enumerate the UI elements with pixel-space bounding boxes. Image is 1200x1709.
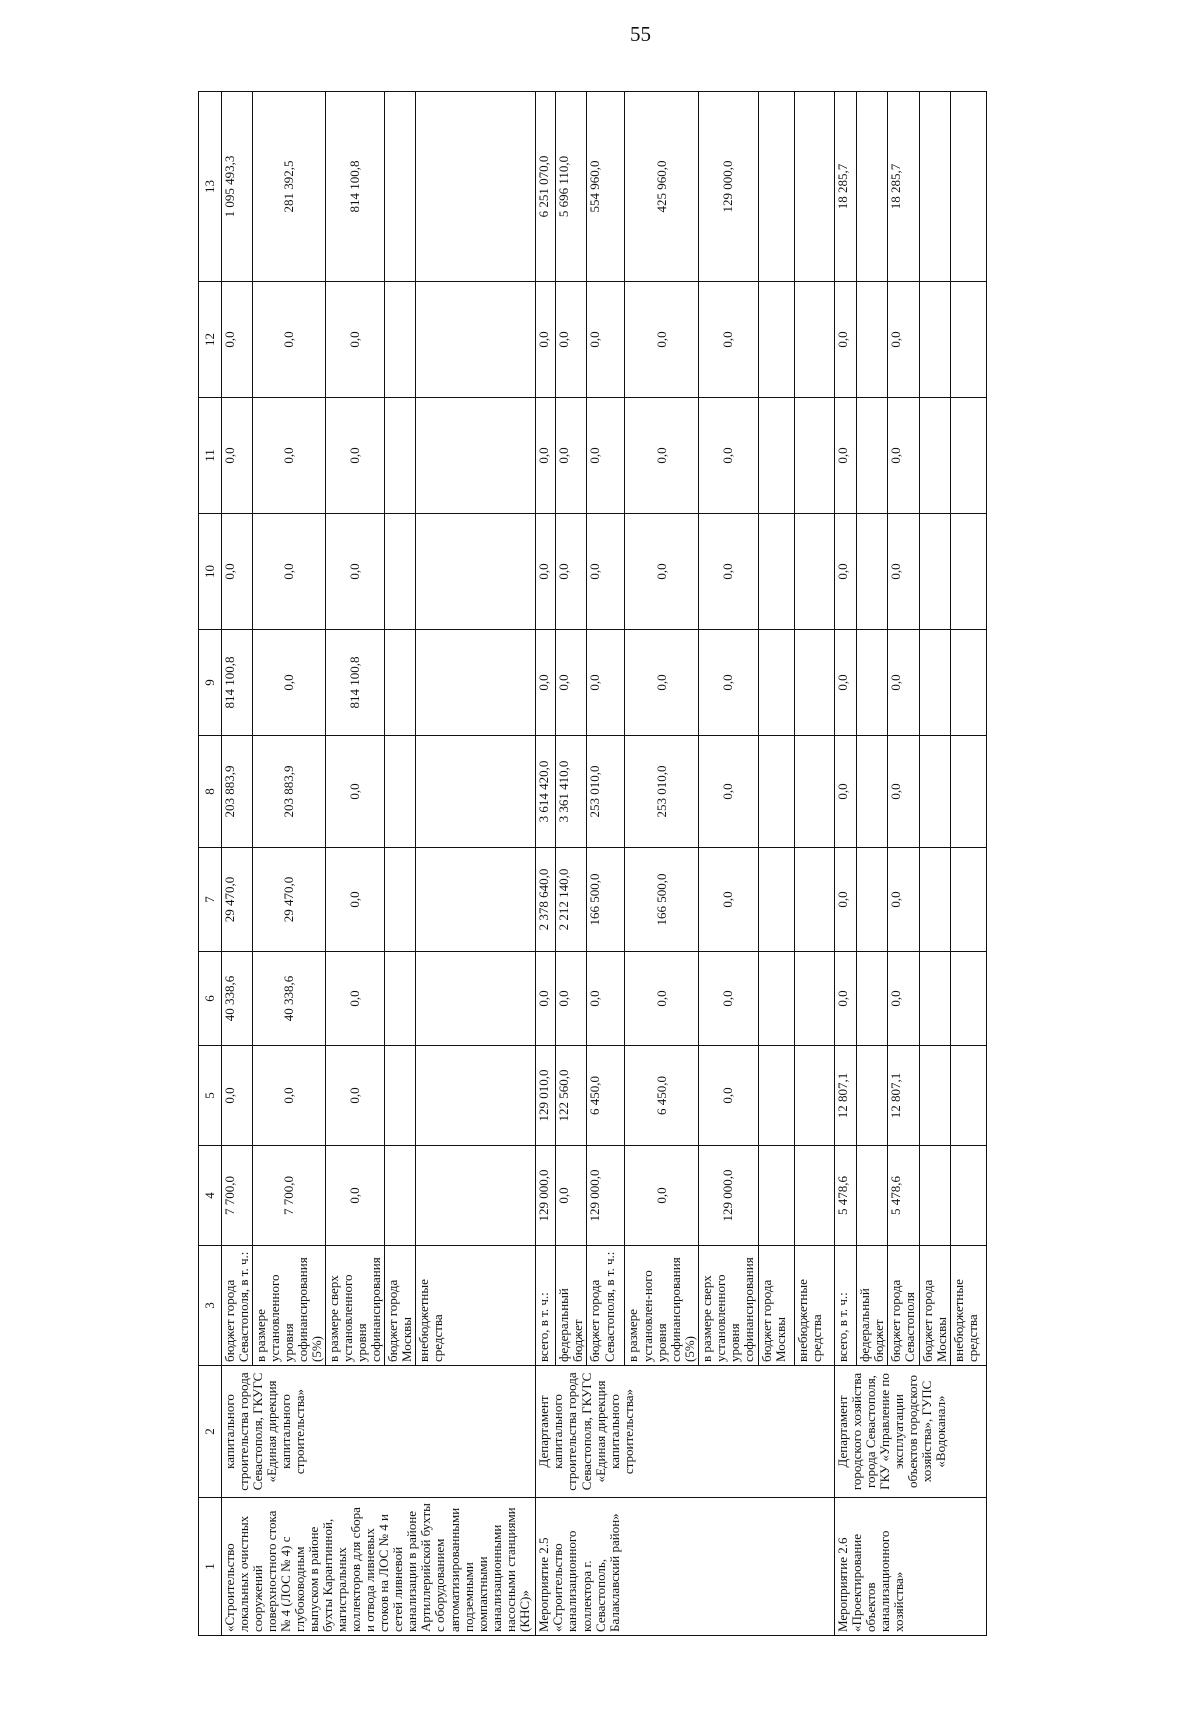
value-cell: 0,0 xyxy=(556,630,587,736)
value-cell: 0,0 xyxy=(625,630,698,736)
source-label-cell: в размере сверх установленного уровня софинансирования xyxy=(698,1246,758,1366)
value-cell: 1 095 493,3 xyxy=(222,92,253,282)
value-cell xyxy=(856,848,887,952)
source-label-cell: бюджет города Севастополя, в т. ч.: xyxy=(222,1246,253,1366)
value-cell: 40 338,6 xyxy=(253,952,326,1046)
value-cell xyxy=(794,514,834,630)
value-cell xyxy=(856,630,887,736)
value-cell: 0,0 xyxy=(834,398,856,514)
header-row xyxy=(199,92,222,1636)
table-row xyxy=(222,92,253,1636)
value-cell: 281 392,5 xyxy=(253,92,326,282)
value-cell xyxy=(416,1046,536,1146)
value-cell: 0,0 xyxy=(536,282,556,398)
value-cell: 0,0 xyxy=(834,514,856,630)
value-cell xyxy=(758,1146,794,1246)
value-cell: 203 883,9 xyxy=(253,736,326,848)
value-cell xyxy=(758,952,794,1046)
value-cell: 0,0 xyxy=(587,630,625,736)
value-cell: 0,0 xyxy=(556,952,587,1046)
value-cell: 253 010,0 xyxy=(587,736,625,848)
value-cell: 40 338,6 xyxy=(222,952,253,1046)
value-cell xyxy=(950,736,986,848)
value-cell: 6 450,0 xyxy=(587,1046,625,1146)
value-cell xyxy=(385,398,416,514)
value-cell: 129 000,0 xyxy=(536,1146,556,1246)
value-cell: 0,0 xyxy=(587,282,625,398)
value-cell: 0,0 xyxy=(625,398,698,514)
value-cell: 425 960,0 xyxy=(625,92,698,282)
measure-name-cell: Мероприятие 2.5 «Строительство канализационного коллектора г. Севастополь, Балаклавский район» xyxy=(536,1498,834,1636)
value-cell xyxy=(416,92,536,282)
value-cell: 0,0 xyxy=(887,630,919,736)
value-cell: 0,0 xyxy=(834,952,856,1046)
value-cell: 7 700,0 xyxy=(253,1146,326,1246)
value-cell: 2 212 140,0 xyxy=(556,848,587,952)
header-cell: 8 xyxy=(199,736,222,848)
value-cell: 0,0 xyxy=(556,1146,587,1246)
source-label-cell: бюджет города Москвы xyxy=(758,1246,794,1366)
value-cell xyxy=(794,398,834,514)
value-cell xyxy=(950,952,986,1046)
header-cell: 5 xyxy=(199,1046,222,1146)
value-cell xyxy=(794,92,834,282)
value-cell xyxy=(919,1046,950,1146)
value-cell: 129 000,0 xyxy=(587,1146,625,1246)
value-cell: 0,0 xyxy=(326,736,385,848)
value-cell: 0,0 xyxy=(887,952,919,1046)
source-label-cell: внебюджетные средства xyxy=(950,1246,986,1366)
value-cell: 0,0 xyxy=(834,282,856,398)
header-cell: 7 xyxy=(199,848,222,952)
table-row xyxy=(834,92,856,1636)
value-cell xyxy=(385,736,416,848)
value-cell: 0,0 xyxy=(587,952,625,1046)
value-cell xyxy=(385,514,416,630)
value-cell: 0,0 xyxy=(536,514,556,630)
value-cell: 0,0 xyxy=(698,848,758,952)
value-cell xyxy=(794,848,834,952)
value-cell: 0,0 xyxy=(253,630,326,736)
value-cell: 0,0 xyxy=(887,514,919,630)
value-cell: 554 960,0 xyxy=(587,92,625,282)
value-cell xyxy=(794,630,834,736)
executor-cell: Департамент капитального строительства города Севастополя, ГКУГС «Единая дирекция капитального строительства» xyxy=(536,1366,834,1498)
value-cell: 0,0 xyxy=(698,514,758,630)
value-cell xyxy=(758,1046,794,1146)
source-label-cell: всего, в т. ч.: xyxy=(834,1246,856,1366)
table-row xyxy=(536,92,556,1636)
value-cell: 0,0 xyxy=(536,398,556,514)
value-cell xyxy=(794,736,834,848)
value-cell: 0,0 xyxy=(326,398,385,514)
value-cell xyxy=(919,514,950,630)
value-cell: 0,0 xyxy=(698,630,758,736)
value-cell xyxy=(919,736,950,848)
value-cell: 0,0 xyxy=(887,398,919,514)
value-cell: 5 696 110,0 xyxy=(556,92,587,282)
value-cell xyxy=(919,630,950,736)
value-cell xyxy=(919,952,950,1046)
value-cell: 0,0 xyxy=(556,514,587,630)
value-cell: 0,0 xyxy=(698,398,758,514)
header-cell: 3 xyxy=(199,1246,222,1366)
value-cell xyxy=(758,736,794,848)
header-cell: 6 xyxy=(199,952,222,1046)
value-cell xyxy=(856,1146,887,1246)
value-cell xyxy=(950,630,986,736)
value-cell: 0,0 xyxy=(536,630,556,736)
value-cell: 0,0 xyxy=(222,514,253,630)
value-cell: 166 500,0 xyxy=(587,848,625,952)
value-cell xyxy=(758,630,794,736)
value-cell: 0,0 xyxy=(556,398,587,514)
source-label-cell: федеральный бюджет xyxy=(856,1246,887,1366)
value-cell xyxy=(758,514,794,630)
value-cell: 0,0 xyxy=(556,282,587,398)
value-cell xyxy=(950,1046,986,1146)
source-label-cell: в размере установлен-ного уровня софинансирования (5%) xyxy=(625,1246,698,1366)
value-cell: 0,0 xyxy=(698,952,758,1046)
value-cell xyxy=(794,1146,834,1246)
value-cell xyxy=(856,1046,887,1146)
value-cell xyxy=(794,952,834,1046)
page-number: 55 xyxy=(630,22,651,46)
value-cell: 0,0 xyxy=(253,514,326,630)
header-cell: 4 xyxy=(199,1146,222,1246)
value-cell: 29 470,0 xyxy=(253,848,326,952)
value-cell: 0,0 xyxy=(587,514,625,630)
value-cell: 203 883,9 xyxy=(222,736,253,848)
value-cell: 6 450,0 xyxy=(625,1046,698,1146)
value-cell: 814 100,8 xyxy=(326,630,385,736)
value-cell xyxy=(416,514,536,630)
value-cell xyxy=(950,398,986,514)
measure-name-cell: «Строительство локальных очистных сооружений поверхностного стока № 4 (ЛОС № 4) с глубоководным выпуском в районе бухты Карантинной, магистральных коллекторов для сбора и отвода ливневых стоков на ЛОС № 4 и сетей ливневой канализации в районе Артиллерийской бухты с оборудованием автоматизированными подземными компактными канализационными насосными станциями (КНС)» xyxy=(222,1498,536,1636)
value-cell xyxy=(416,630,536,736)
funding-table xyxy=(198,91,987,1636)
value-cell xyxy=(919,398,950,514)
value-cell xyxy=(416,398,536,514)
value-cell: 2 378 640,0 xyxy=(536,848,556,952)
measure-name-cell: Мероприятие 2.6 «Проектирование объектов канализационного хозяйства» xyxy=(834,1498,986,1636)
header-cell: 11 xyxy=(199,398,222,514)
value-cell: 814 100,8 xyxy=(222,630,253,736)
value-cell xyxy=(950,1146,986,1246)
value-cell: 0,0 xyxy=(698,282,758,398)
executor-cell: Департамент городского хозяйства города Севастополя, ГКУ «Управление по эксплуатации объектов городского хозяйства», ГУПС «Водоканал» xyxy=(834,1366,986,1498)
value-cell: 0,0 xyxy=(326,514,385,630)
value-cell: 0,0 xyxy=(625,1146,698,1246)
value-cell xyxy=(416,282,536,398)
value-cell xyxy=(758,848,794,952)
value-cell: 0,0 xyxy=(887,736,919,848)
value-cell: 0,0 xyxy=(326,848,385,952)
value-cell xyxy=(856,736,887,848)
executor-cell: капитального строительства города Севастополя, ГКУГС «Единая дирекция капитального строительства» xyxy=(222,1366,536,1498)
header-cell: 13 xyxy=(199,92,222,282)
source-label-cell: в размере сверх установленного уровня софинансирования xyxy=(326,1246,385,1366)
value-cell xyxy=(950,848,986,952)
value-cell xyxy=(919,92,950,282)
value-cell: 0,0 xyxy=(887,282,919,398)
value-cell xyxy=(856,952,887,1046)
value-cell: 0,0 xyxy=(253,282,326,398)
value-cell xyxy=(385,848,416,952)
value-cell: 6 251 070,0 xyxy=(536,92,556,282)
value-cell: 0,0 xyxy=(222,282,253,398)
value-cell: 29 470,0 xyxy=(222,848,253,952)
value-cell xyxy=(758,92,794,282)
value-cell xyxy=(856,92,887,282)
header-cell: 12 xyxy=(199,282,222,398)
header-cell: 1 xyxy=(199,1498,222,1636)
value-cell: 0,0 xyxy=(587,398,625,514)
source-label-cell: бюджет города Севастополя, в т. ч.: xyxy=(587,1246,625,1366)
value-cell: 5 478,6 xyxy=(834,1146,856,1246)
source-label-cell: всего, в т. ч.: xyxy=(536,1246,556,1366)
value-cell: 0,0 xyxy=(222,1046,253,1146)
value-cell: 0,0 xyxy=(326,1046,385,1146)
value-cell: 3 361 410,0 xyxy=(556,736,587,848)
rotated-table-wrapper xyxy=(198,96,1020,1636)
value-cell xyxy=(919,1146,950,1246)
value-cell: 0,0 xyxy=(253,398,326,514)
value-cell: 0,0 xyxy=(326,952,385,1046)
value-cell xyxy=(385,92,416,282)
value-cell: 0,0 xyxy=(326,282,385,398)
value-cell xyxy=(950,282,986,398)
value-cell: 12 807,1 xyxy=(834,1046,856,1146)
value-cell xyxy=(794,1046,834,1146)
value-cell xyxy=(385,952,416,1046)
value-cell: 0,0 xyxy=(625,282,698,398)
value-cell: 0,0 xyxy=(536,952,556,1046)
value-cell: 0,0 xyxy=(222,398,253,514)
value-cell: 12 807,1 xyxy=(887,1046,919,1146)
source-label-cell: внебюджетные средства xyxy=(794,1246,834,1366)
value-cell: 0,0 xyxy=(698,1046,758,1146)
value-cell: 0,0 xyxy=(834,848,856,952)
value-cell: 3 614 420,0 xyxy=(536,736,556,848)
value-cell: 0,0 xyxy=(326,1146,385,1246)
value-cell: 18 285,7 xyxy=(834,92,856,282)
value-cell xyxy=(794,282,834,398)
value-cell: 0,0 xyxy=(834,630,856,736)
value-cell xyxy=(416,848,536,952)
value-cell: 7 700,0 xyxy=(222,1146,253,1246)
value-cell xyxy=(758,282,794,398)
value-cell: 0,0 xyxy=(698,736,758,848)
value-cell xyxy=(385,630,416,736)
value-cell xyxy=(416,736,536,848)
value-cell: 814 100,8 xyxy=(326,92,385,282)
header-cell: 2 xyxy=(199,1366,222,1498)
value-cell: 129 000,0 xyxy=(698,1146,758,1246)
value-cell: 129 000,0 xyxy=(698,92,758,282)
value-cell: 253 010,0 xyxy=(625,736,698,848)
value-cell: 0,0 xyxy=(253,1046,326,1146)
value-cell xyxy=(416,1146,536,1246)
value-cell xyxy=(416,952,536,1046)
value-cell: 0,0 xyxy=(625,514,698,630)
source-label-cell: внебюджетные средства xyxy=(416,1246,536,1366)
value-cell xyxy=(385,1046,416,1146)
value-cell xyxy=(950,92,986,282)
value-cell xyxy=(856,514,887,630)
header-cell: 9 xyxy=(199,630,222,736)
source-label-cell: бюджет города Москвы xyxy=(919,1246,950,1366)
value-cell: 0,0 xyxy=(834,736,856,848)
value-cell xyxy=(919,282,950,398)
source-label-cell: бюджет города Москвы xyxy=(385,1246,416,1366)
value-cell xyxy=(758,398,794,514)
source-label-cell: бюджет города Севастополя xyxy=(887,1246,919,1366)
value-cell xyxy=(950,514,986,630)
value-cell xyxy=(856,282,887,398)
value-cell: 0,0 xyxy=(625,952,698,1046)
source-label-cell: федеральный бюджет xyxy=(556,1246,587,1366)
header-cell: 10 xyxy=(199,514,222,630)
value-cell xyxy=(856,398,887,514)
value-cell: 129 010,0 xyxy=(536,1046,556,1146)
value-cell: 5 478,6 xyxy=(887,1146,919,1246)
value-cell xyxy=(919,848,950,952)
value-cell: 166 500,0 xyxy=(625,848,698,952)
value-cell xyxy=(385,282,416,398)
value-cell: 18 285,7 xyxy=(887,92,919,282)
source-label-cell: в размере установленного уровня софинансирования (5%) xyxy=(253,1246,326,1366)
value-cell xyxy=(385,1146,416,1246)
value-cell: 0,0 xyxy=(887,848,919,952)
value-cell: 122 560,0 xyxy=(556,1046,587,1146)
